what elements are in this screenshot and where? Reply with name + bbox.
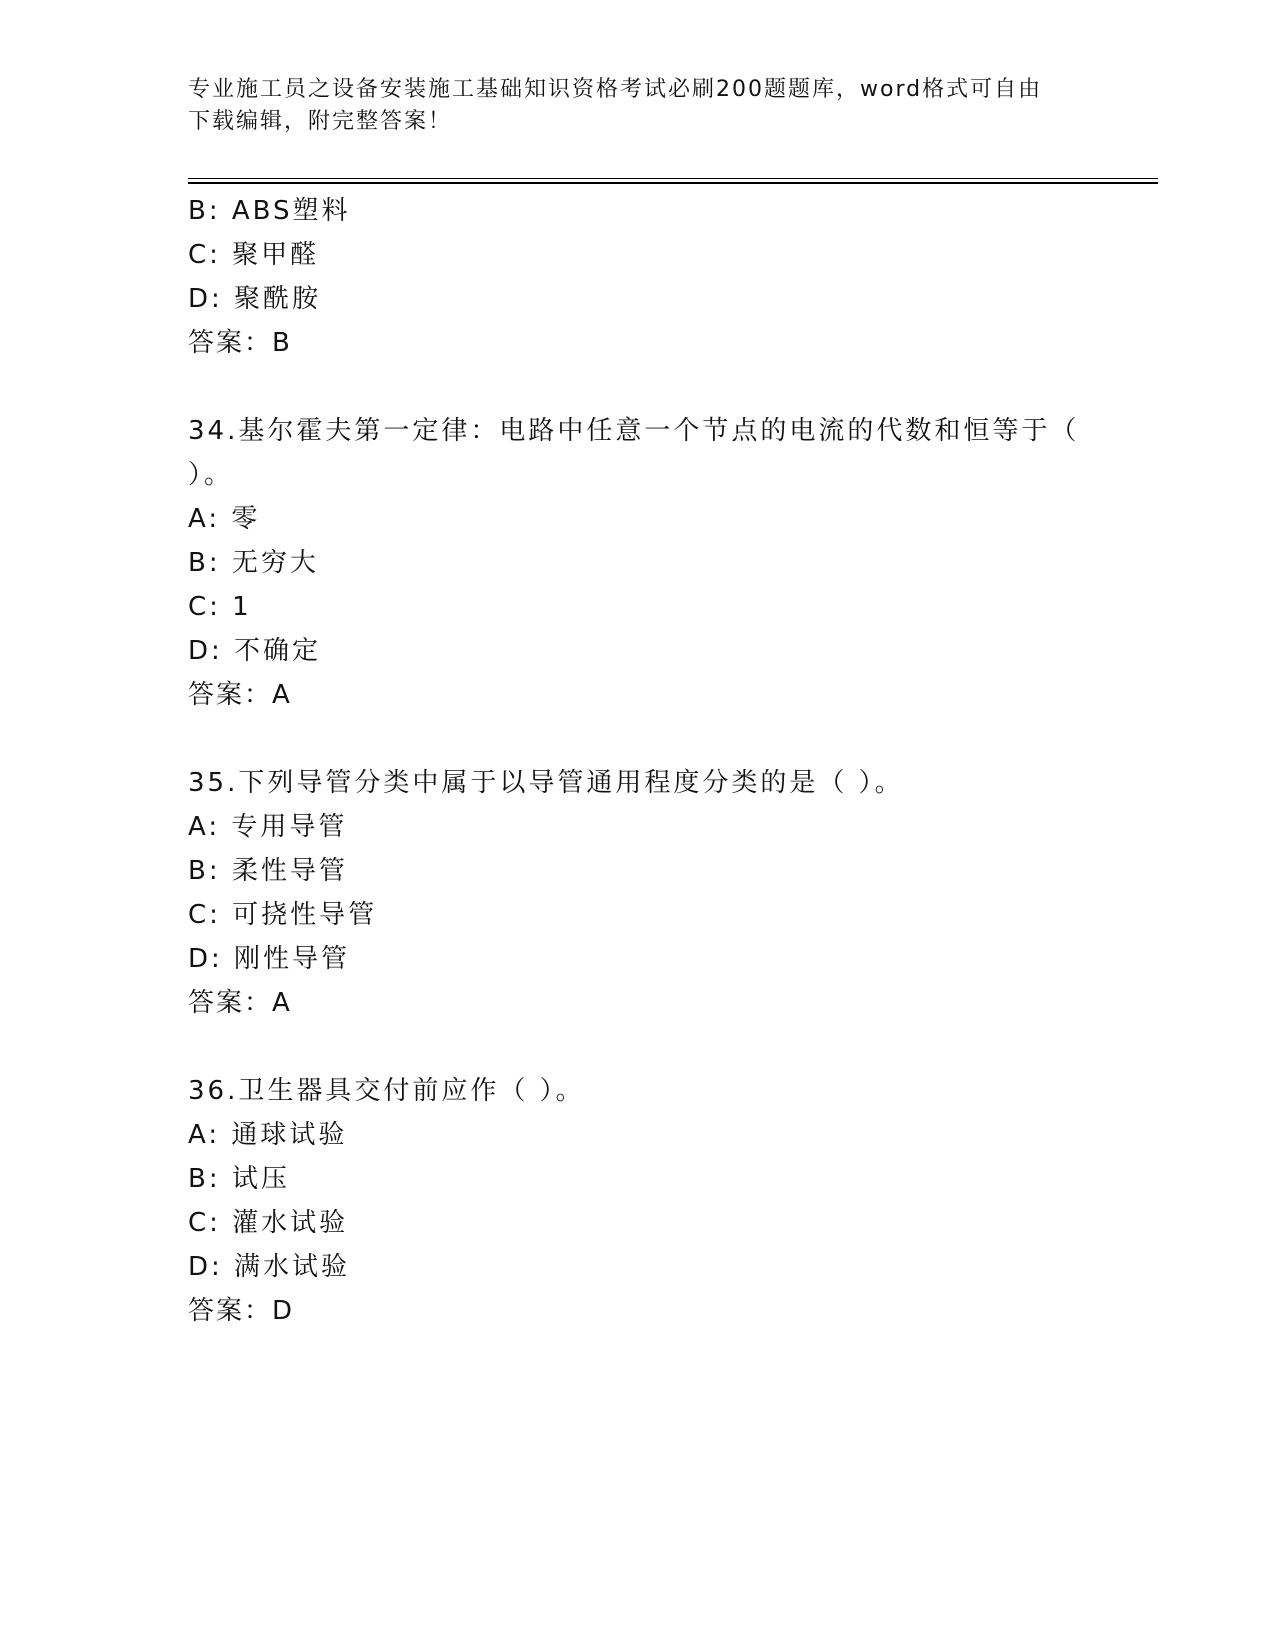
option-d: D: 满水试验 — [188, 1252, 351, 1282]
option-c: C: 聚甲醛 — [188, 240, 320, 270]
header-line-2: 下载编辑，附完整答案！ — [188, 109, 453, 134]
question-stem: 35.下列导管分类中属于以导管通用程度分类的是（ ）。 — [188, 768, 904, 798]
question-stem: 34.基尔霍夫第一定律：电路中任意一个节点的电流的代数和恒等于（ — [188, 416, 1080, 446]
option-c: C: 可挠性导管 — [188, 900, 378, 930]
option-a: A: 专用导管 — [188, 812, 348, 842]
option-b: B: 柔性导管 — [188, 856, 348, 886]
option-d: D: 刚性导管 — [188, 944, 351, 974]
option-c: C: 1 — [188, 592, 252, 622]
option-b: B: 无穷大 — [188, 548, 319, 578]
header-rule-thin — [188, 178, 1158, 179]
answer: 答案：B — [188, 328, 292, 358]
option-d: D: 不确定 — [188, 636, 322, 666]
answer: 答案：D — [188, 1296, 295, 1326]
option-b: B: ABS塑料 — [188, 196, 351, 226]
option-d: D: 聚酰胺 — [188, 284, 322, 314]
header-rule-thick — [188, 182, 1158, 184]
header-line-1: 专业施工员之设备安装施工基础知识资格考试必刷200题题库，word格式可自由 — [188, 77, 1043, 102]
page-header — [188, 74, 1088, 138]
question-stem-continued: ）。 — [188, 460, 234, 490]
answer: 答案：A — [188, 680, 292, 710]
option-b: B: 试压 — [188, 1164, 290, 1194]
question-stem: 36.卫生器具交付前应作（ ）。 — [188, 1076, 585, 1106]
answer: 答案：A — [188, 988, 292, 1018]
option-a: A: 通球试验 — [188, 1120, 348, 1150]
option-c: C: 灌水试验 — [188, 1208, 349, 1238]
option-a: A: 零 — [188, 504, 261, 534]
